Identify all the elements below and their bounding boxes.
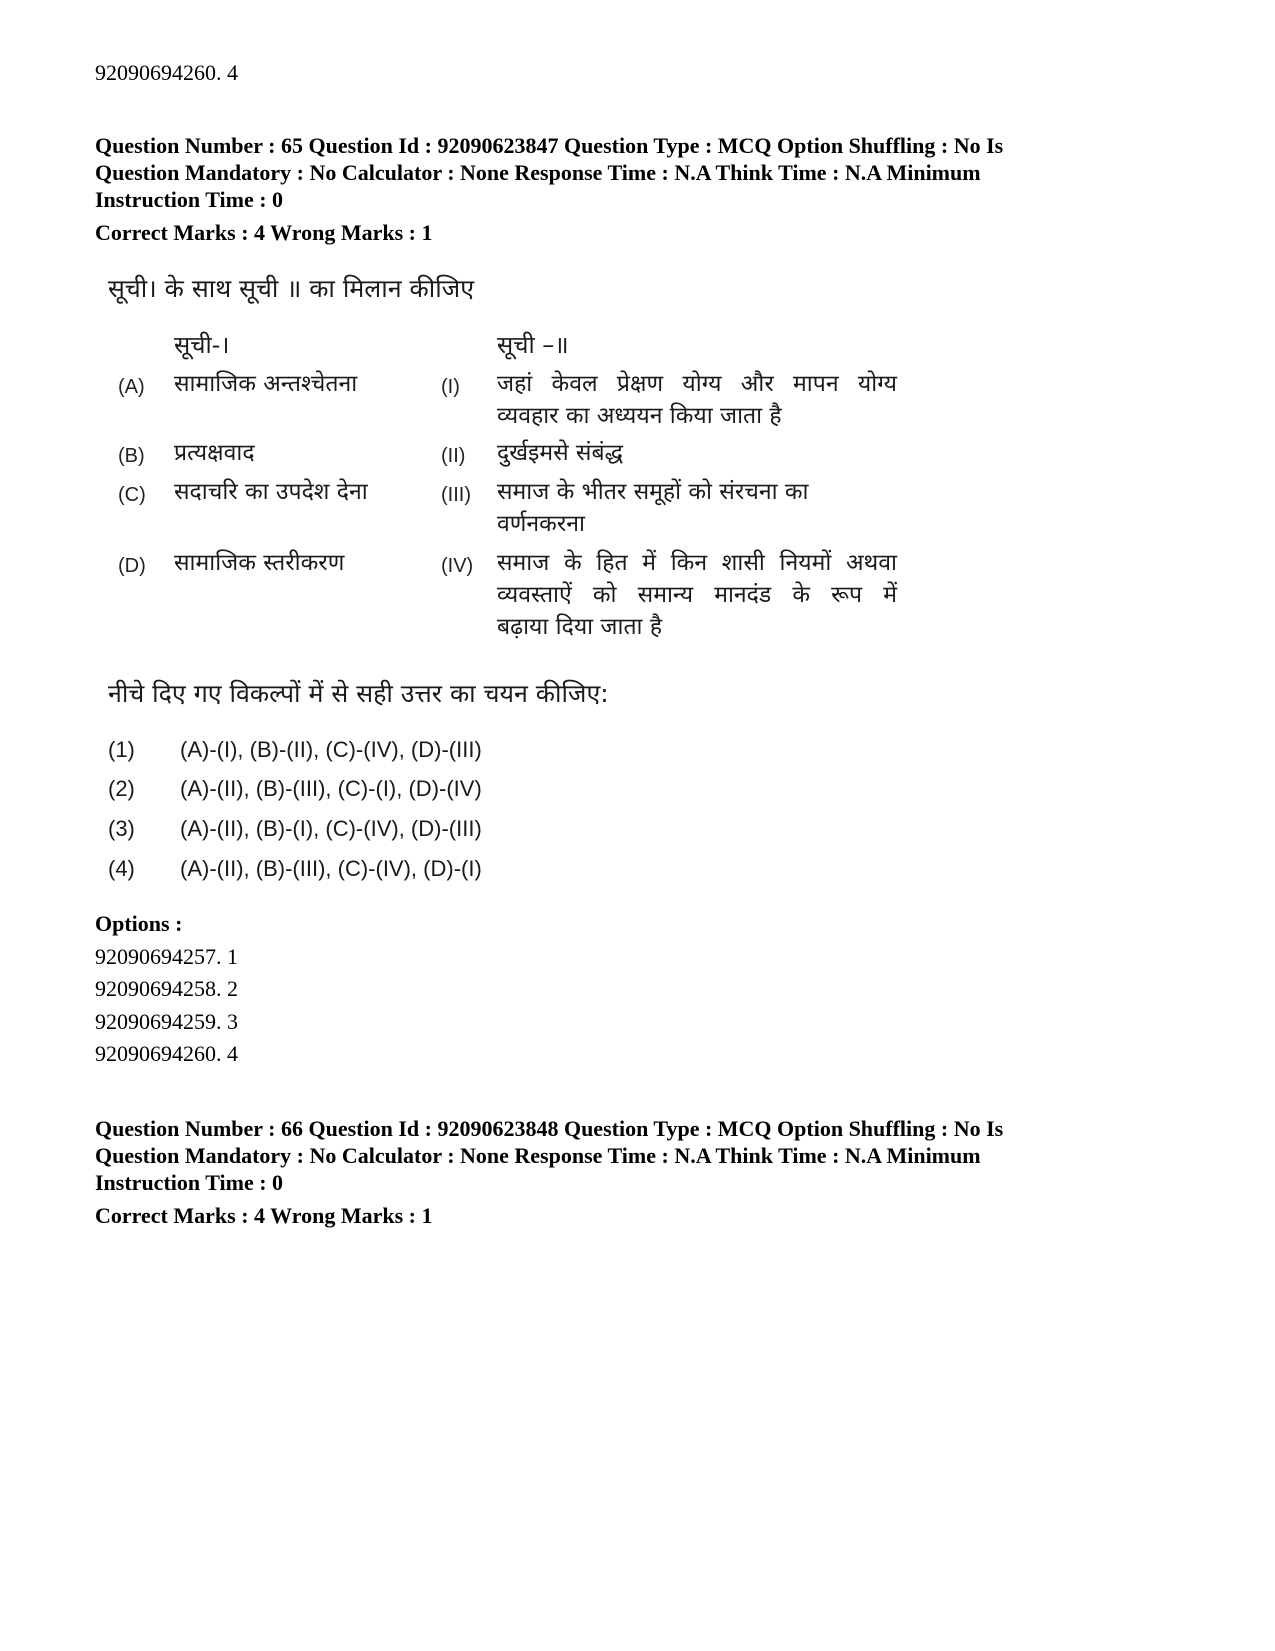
row-iii-text-line-2: वर्णनकरना <box>497 511 585 537</box>
q66-meta-line-3: Instruction Time : 0 <box>95 1170 284 1195</box>
row-b-text: प्रत्यक्षवाद <box>174 440 255 466</box>
row-i-text-line-1: जहां केवल प्रेक्षण योग्य और मापन योग्य <box>497 371 897 397</box>
row-iii-text-line-1: समाज के भीतर समूहों को संरचना का <box>497 479 809 505</box>
row-ii-label: (II) <box>441 445 466 467</box>
row-iii-label: (III) <box>441 484 471 506</box>
row-i-text-line-2: व्यवहार का अध्ययन किया जाता है <box>497 403 782 429</box>
row-iv-text-line-1: समाज के हित में किन शासी नियमों अथवा <box>497 550 897 576</box>
q65-marks: Correct Marks : 4 Wrong Marks : 1 <box>95 220 433 245</box>
choice-2-number: (2) <box>108 776 135 801</box>
option-id-4: 92090694260. 4 <box>95 1041 238 1066</box>
choice-1-number: (1) <box>108 737 135 762</box>
option-id-1: 92090694257. 1 <box>95 944 238 969</box>
row-b-label: (B) <box>118 445 145 467</box>
choice-4-text: (A)-(II), (B)-(III), (C)-(IV), (D)-(I) <box>180 856 482 881</box>
choice-4-number: (4) <box>108 856 135 881</box>
row-i-label: (I) <box>441 376 460 398</box>
row-c-label: (C) <box>118 484 146 506</box>
q66-meta-line-2: Question Mandatory : No Calculator : None Response Time : N.A Think Time : N.A Minimum <box>95 1143 981 1168</box>
q65-instruction: नीचे दिए गए विकल्पों में से सही उत्तर का चयन कीजिए: <box>108 679 609 708</box>
row-iv-label: (IV) <box>441 555 474 577</box>
q66-meta-line-1: Question Number : 66 Question Id : 92090623848 Question Type : MCQ Option Shuffling : No Is <box>95 1116 1004 1141</box>
q65-meta-line-1: Question Number : 65 Question Id : 92090623847 Question Type : MCQ Option Shuffling : No Is <box>95 133 1004 158</box>
q66-marks: Correct Marks : 4 Wrong Marks : 1 <box>95 1203 433 1228</box>
row-c-text: सदाचरि का उपदेश देना <box>174 479 368 505</box>
row-a-label: (A) <box>118 376 145 398</box>
row-a-text: सामाजिक अन्तश्चेतना <box>174 371 358 397</box>
choice-2-text: (A)-(II), (B)-(III), (C)-(I), (D)-(IV) <box>180 776 482 801</box>
list-2-heading: सूची –॥ <box>497 331 569 359</box>
row-d-label: (D) <box>118 555 146 577</box>
choice-3-text: (A)-(II), (B)-(I), (C)-(IV), (D)-(III) <box>180 816 482 841</box>
row-ii-text: दुर्खइमसे संबंद्ध <box>497 440 623 466</box>
list-1-heading: सूची-। <box>174 331 230 359</box>
q65-meta-line-2: Question Mandatory : No Calculator : None Response Time : N.A Think Time : N.A Minimum <box>95 160 981 185</box>
row-iv-text-line-2: व्यवस्ताऐं को समान्य मानदंड के रूप में <box>497 582 897 608</box>
q65-question-title: सूची। के साथ सूची ॥ का मिलान कीजिए <box>108 274 475 303</box>
choice-3-number: (3) <box>108 816 135 841</box>
row-d-text: सामाजिक स्तरीकरण <box>174 550 345 576</box>
choice-1-text: (A)-(I), (B)-(II), (C)-(IV), (D)-(III) <box>180 737 482 762</box>
previous-answer-line: 92090694260. 4 <box>95 60 238 85</box>
q65-meta-line-3: Instruction Time : 0 <box>95 187 284 212</box>
options-heading: Options : <box>95 911 183 936</box>
row-iv-text-line-3: बढ़ाया दिया जाता है <box>497 614 663 640</box>
option-id-2: 92090694258. 2 <box>95 976 238 1001</box>
option-id-3: 92090694259. 3 <box>95 1009 238 1034</box>
